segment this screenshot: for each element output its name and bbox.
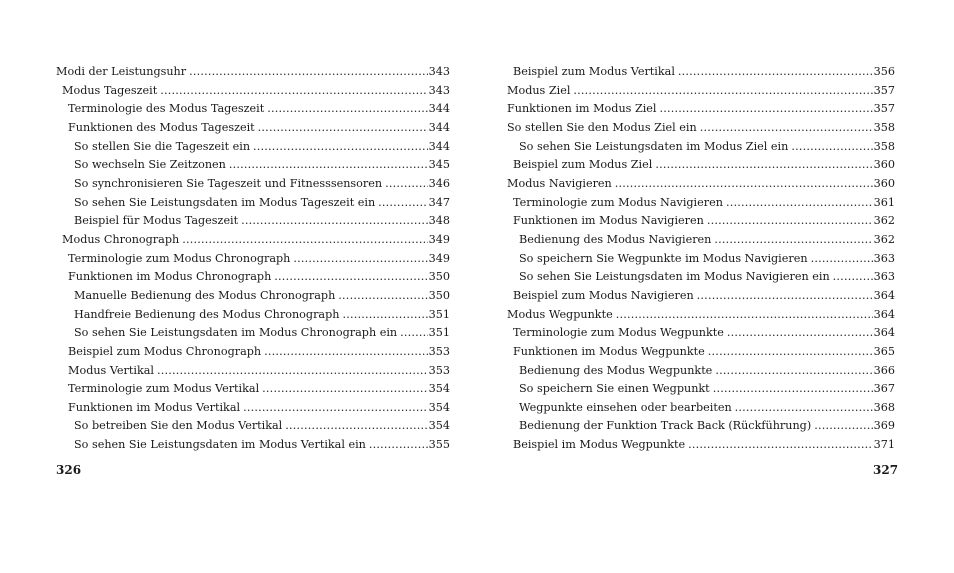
toc-leader-dots (293, 250, 427, 269)
toc-entry-page: 364 (873, 326, 895, 340)
toc-entry[interactable] (56, 212, 450, 231)
toc-entry-page: 364 (873, 307, 895, 321)
toc-leader-dots (253, 138, 428, 157)
toc-entry-page: 344 (428, 102, 450, 116)
toc-leader-dots (378, 194, 427, 213)
toc-entry-page: 347 (428, 195, 450, 209)
toc-entry[interactable] (56, 82, 450, 101)
toc-entry-title: Handfreie Bedienung des Modus Chronograph (74, 307, 340, 321)
toc-entry-title: Terminologie des Modus Tageszeit (68, 102, 265, 116)
toc-entry[interactable] (507, 324, 895, 343)
toc-entry-page: 363 (873, 251, 895, 265)
toc-entry-title: So sehen Sie Leistungsdaten im Modus Vertikal ein (74, 438, 366, 452)
toc-entry-title: Beispiel für Modus Tageszeit (74, 214, 239, 228)
toc-entry-title: Funktionen des Modus Tageszeit (68, 120, 255, 134)
toc-entry-title: So sehen Sie Leistungsdaten im Modus Navigieren ein (519, 270, 830, 284)
toc-entry-page: 357 (873, 102, 895, 116)
toc-leader-dots (688, 436, 873, 455)
toc-leader-dots (707, 212, 873, 231)
toc-entry[interactable] (507, 417, 895, 436)
toc-entry-page: 362 (873, 214, 895, 228)
toc-entry[interactable] (56, 343, 450, 362)
toc-entry-title: Manuelle Bedienung des Modus Chronograph (74, 288, 336, 302)
toc-entry[interactable] (56, 417, 450, 436)
toc-entry-title: So stellen Sie den Modus Ziel ein (507, 120, 697, 134)
right-page-toc (507, 63, 895, 455)
toc-entry-title: Terminologie zum Modus Vertikal (68, 382, 260, 396)
toc-entry-page: 371 (873, 438, 895, 452)
toc-entry[interactable] (507, 268, 895, 287)
toc-leader-dots (697, 287, 873, 306)
toc-entry-page: 356 (873, 65, 895, 78)
toc-entry[interactable] (507, 100, 895, 119)
toc-leader-dots (157, 362, 428, 381)
toc-entry-title: Bedienung des Modus Wegpunkte (519, 363, 713, 377)
toc-entry[interactable] (507, 306, 895, 325)
toc-entry[interactable] (507, 343, 895, 362)
toc-entry-page: 343 (428, 65, 450, 78)
toc-leader-dots (811, 250, 873, 269)
toc-leader-dots (189, 63, 428, 82)
toc-entry-title: So sehen Sie Leistungsdaten im Modus Tageszeit ein (74, 195, 376, 209)
toc-leader-dots (713, 380, 873, 399)
toc-entry-page: 368 (873, 400, 895, 414)
toc-entry-title: Terminologie zum Modus Chronograph (68, 251, 291, 265)
toc-entry-title: So speichern Sie einen Wegpunkt (519, 382, 710, 396)
toc-leader-dots (160, 82, 427, 101)
toc-entry[interactable] (507, 175, 895, 194)
toc-entry[interactable] (507, 156, 895, 175)
toc-leader-dots (369, 436, 428, 455)
toc-entry-title: Funktionen im Modus Navigieren (513, 214, 704, 228)
toc-entry-page: 350 (428, 288, 450, 302)
toc-entry-title: Beispiel zum Modus Vertikal (513, 65, 675, 78)
toc-leader-dots (833, 268, 873, 287)
toc-leader-dots (615, 175, 873, 194)
toc-entry-page: 344 (428, 120, 450, 134)
toc-entry[interactable] (56, 324, 450, 343)
toc-entry-title: Modus Wegpunkte (507, 307, 613, 321)
toc-leader-dots (700, 119, 873, 138)
toc-entry[interactable] (56, 100, 450, 119)
toc-entry-title: So sehen Sie Leistungsdaten im Modus Ziel ein (519, 139, 789, 153)
toc-leader-dots (678, 63, 873, 82)
toc-entry[interactable] (507, 436, 895, 455)
toc-leader-dots (182, 231, 427, 250)
page-number-right: 327 (873, 463, 899, 477)
toc-leader-dots (735, 399, 873, 418)
toc-leader-dots (285, 417, 427, 436)
toc-entry[interactable] (56, 399, 450, 418)
toc-entry-page: 351 (428, 307, 450, 321)
toc-entry[interactable] (56, 306, 450, 325)
toc-entry[interactable] (56, 175, 450, 194)
toc-leader-dots (400, 324, 428, 343)
toc-entry[interactable] (507, 287, 895, 306)
toc-entry-title: Funktionen im Modus Wegpunkte (513, 344, 705, 358)
toc-leader-dots (338, 287, 427, 306)
toc-entry-page: 363 (873, 270, 895, 284)
toc-entry-title: Bedienung der Funktion Track Back (Rückführung) (519, 419, 812, 433)
toc-entry-title: So betreiben Sie den Modus Vertikal (74, 419, 283, 433)
toc-entry-title: So sehen Sie Leistungsdaten im Modus Chronograph ein (74, 326, 398, 340)
toc-entry-title: Funktionen im Modus Vertikal (68, 400, 241, 414)
toc-entry-page: 354 (428, 400, 450, 414)
toc-entry-title: Beispiel zum Modus Navigieren (513, 288, 694, 302)
toc-leader-dots (726, 194, 873, 213)
toc-entry[interactable] (507, 399, 895, 418)
toc-leader-dots (573, 82, 872, 101)
toc-entry[interactable] (507, 362, 895, 381)
toc-leader-dots (267, 100, 427, 119)
toc-entry-page: 343 (428, 83, 450, 97)
toc-entry-title: Wegpunkte einsehen oder bearbeiten (519, 400, 732, 414)
toc-entry-page: 348 (428, 214, 450, 228)
toc-entry[interactable] (56, 268, 450, 287)
toc-entry[interactable] (507, 231, 895, 250)
toc-entry-page: 355 (428, 438, 450, 452)
toc-list-left (56, 63, 450, 455)
toc-entry-title: Terminologie zum Modus Navigieren (513, 195, 723, 209)
toc-entry-title: Bedienung des Modus Navigieren (519, 232, 712, 246)
toc-entry[interactable] (56, 194, 450, 213)
toc-entry-page: 353 (428, 363, 450, 377)
toc-leader-dots (262, 380, 427, 399)
toc-leader-dots (660, 100, 873, 119)
toc-leader-dots (274, 268, 427, 287)
toc-leader-dots (342, 306, 427, 325)
toc-entry-title: Beispiel zum Modus Ziel (513, 158, 653, 172)
toc-leader-dots (243, 399, 428, 418)
toc-entry[interactable] (56, 156, 450, 175)
toc-entry-title: Modus Chronograph (62, 232, 180, 246)
toc-leader-dots (814, 417, 872, 436)
toc-entry[interactable] (56, 231, 450, 250)
toc-entry[interactable] (56, 250, 450, 269)
toc-entry-page: 357 (873, 83, 895, 97)
toc-entry[interactable] (507, 63, 895, 82)
toc-entry[interactable] (56, 119, 450, 138)
toc-leader-dots (655, 156, 872, 175)
toc-entry[interactable] (507, 82, 895, 101)
toc-entry-title: So wechseln Sie Zeitzonen (74, 158, 226, 172)
toc-entry[interactable] (56, 380, 450, 399)
toc-entry-page: 344 (428, 139, 450, 153)
toc-leader-dots (258, 119, 428, 138)
toc-entry[interactable] (507, 138, 895, 157)
toc-entry[interactable] (56, 63, 450, 82)
toc-entry[interactable] (507, 212, 895, 231)
page-number-left: 326 (56, 463, 82, 477)
toc-entry[interactable] (507, 119, 895, 138)
toc-entry[interactable] (56, 138, 450, 157)
toc-entry-page: 354 (428, 419, 450, 433)
toc-entry-title: Beispiel zum Modus Chronograph (68, 344, 262, 358)
toc-entry-page: 360 (873, 176, 895, 190)
toc-leader-dots (229, 156, 428, 175)
toc-entry-page: 350 (428, 270, 450, 284)
toc-entry-page: 346 (428, 176, 450, 190)
toc-leader-dots (241, 212, 428, 231)
toc-entry-page: 353 (428, 344, 450, 358)
toc-entry-title: So speichern Sie Wegpunkte im Modus Navigieren (519, 251, 808, 265)
toc-entry-title: Beispiel im Modus Wegpunkte (513, 438, 686, 452)
toc-entry-page: 361 (873, 195, 895, 209)
toc-entry-title: Modi der Leistungsuhr (56, 65, 187, 78)
toc-entry-title: So synchronisieren Sie Tageszeit und Fitnesssensoren (74, 176, 383, 190)
toc-entry-page: 362 (873, 232, 895, 246)
toc-entry[interactable] (507, 194, 895, 213)
toc-entry-title: Modus Vertikal (68, 363, 154, 377)
toc-entry-page: 358 (873, 139, 895, 153)
toc-entry-title: So stellen Sie die Tageszeit ein (74, 139, 251, 153)
toc-entry-page: 345 (428, 158, 450, 172)
toc-entry-title: Terminologie zum Modus Wegpunkte (513, 326, 724, 340)
toc-entry-title: Funktionen im Modus Ziel (507, 102, 657, 116)
toc-leader-dots (708, 343, 873, 362)
toc-leader-dots (385, 175, 428, 194)
toc-entry[interactable] (56, 287, 450, 306)
toc-entry-page: 351 (428, 326, 450, 340)
left-page-toc (56, 63, 450, 455)
toc-leader-dots (264, 343, 428, 362)
toc-entry-page: 349 (428, 232, 450, 246)
toc-entry-page: 365 (873, 344, 895, 358)
toc-entry-page: 354 (428, 382, 450, 396)
toc-leader-dots (714, 231, 872, 250)
toc-leader-dots (715, 362, 872, 381)
toc-entry-title: Funktionen im Modus Chronograph (68, 270, 272, 284)
toc-entry-page: 366 (873, 363, 895, 377)
toc-leader-dots (727, 324, 873, 343)
toc-entry-title: Modus Tageszeit (62, 83, 158, 97)
toc-entry[interactable] (56, 436, 450, 455)
toc-entry-title: Modus Ziel (507, 83, 571, 97)
toc-entry-page: 349 (428, 251, 450, 265)
toc-entry-page: 367 (873, 382, 895, 396)
toc-leader-dots (616, 306, 873, 325)
toc-entry-title: Modus Navigieren (507, 176, 612, 190)
toc-entry-page: 369 (873, 419, 895, 433)
toc-leader-dots (791, 138, 872, 157)
toc-entry[interactable] (507, 250, 895, 269)
toc-entry-page: 360 (873, 158, 895, 172)
toc-entry-page: 364 (873, 288, 895, 302)
toc-entry[interactable] (56, 362, 450, 381)
toc-entry[interactable] (507, 380, 895, 399)
toc-entry-page: 358 (873, 120, 895, 134)
toc-list-right (507, 63, 895, 455)
